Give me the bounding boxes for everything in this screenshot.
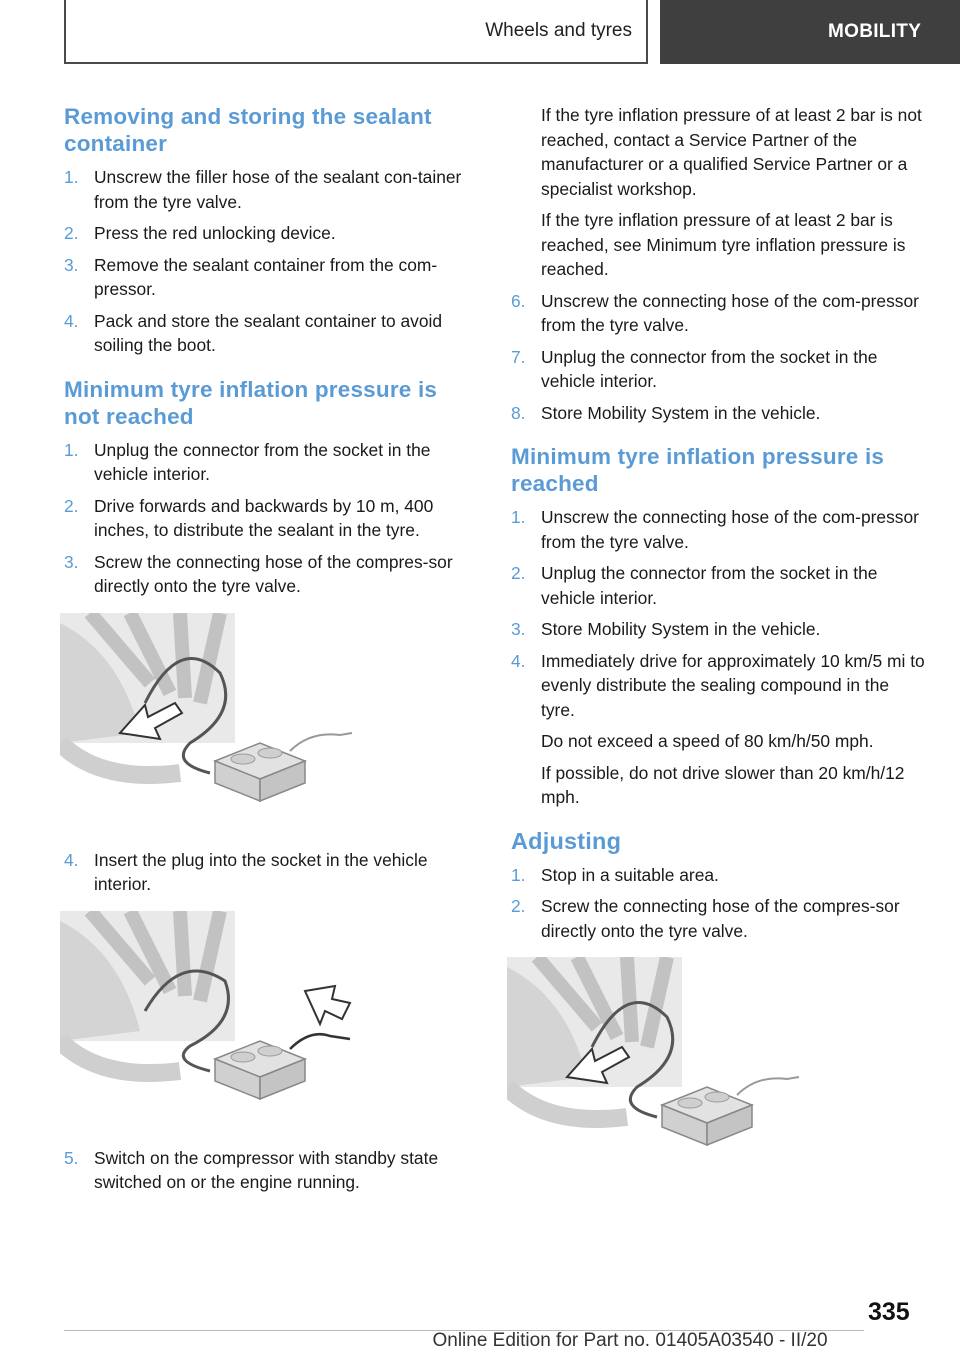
section-pressure-not-reached [64,376,478,1195]
list-item: 4. Insert the plug into the socket in the vehicle interior. [64,849,428,894]
section-removing-storing [64,103,478,358]
edition-note: Online Edition for Part no. 01405A03540 - II/20 [432,1330,828,1351]
list-item: 3. Remove the sealant container from the com-pressor. [64,254,438,299]
section-title: Removing and storing the sealant container [64,104,432,156]
list-item: 1. Unscrew the connecting hose of the com-pressor from the tyre valve. [511,507,919,552]
list-item: 5. Switch on the compressor with standby state switched on or the engine running. [64,1147,439,1192]
list-item: 4. Immediately drive for approximately 10 km/5 mi to evenly distribute the sealing compound in the tyre. [511,650,925,720]
wheel-compressor-plug-illustration [60,911,360,1121]
section-title: Minimum tyre inflation pressure is reached [511,444,885,496]
right-column [511,103,925,1172]
list-item: 1. Unplug the connector from the socket in the vehicle interior. [64,439,431,484]
paragraph: If the tyre inflation pressure of at least 2 bar is not reached, contact a Service Partner of the manufacturer or a qualified Service Partner or a specialist workshop. [541,105,922,199]
header-chapter-title: MOBILITY [828,21,922,42]
list-item: 2. Press the red unlocking device. [64,223,336,243]
step-list [64,165,478,358]
paragraph: If possible, do not drive slower than 20 km/h/12 mph. [541,762,905,807]
left-column [64,103,478,1213]
section-continuation [511,103,925,425]
list-item: 2. Screw the connecting hose of the compres-sor directly onto the tyre valve. [511,896,900,941]
list-item: 8. Store Mobility System in the vehicle. [511,402,821,423]
section-pressure-reached [511,443,925,810]
header-chapter-tab [660,0,960,64]
header-section-tab [64,0,648,64]
illustration-hose-on-valve [60,613,360,828]
wheel-compressor-illustration [507,957,807,1147]
section-title: Adjusting [511,827,622,854]
wheel-compressor-illustration [60,613,360,823]
header-section-title: Wheels and tyres [485,20,632,41]
step-list [511,505,925,722]
list-item: 2. Unplug the connector from the socket in the vehicle interior. [511,563,878,608]
list-item: 6. Unscrew the connecting hose of the com-pressor from the tyre valve. [511,290,919,335]
illustration-hose-on-valve-2 [507,957,807,1152]
list-item: 4. Pack and store the sealant container to avoid soiling the boot. [64,310,443,355]
illustration-plug-socket [60,911,360,1126]
paragraph: Do not exceed a speed of 80 km/h/50 mph. [541,731,874,751]
list-item: 2. Drive forwards and backwards by 10 m, 400 inches, to distribute the sealant in the tyre. [64,495,434,540]
section-title: Minimum tyre inflation pressure is not reached [64,376,438,429]
list-item: 7. Unplug the connector from the socket in the vehicle interior. [511,346,878,391]
step-list [511,863,925,944]
step-list [64,438,478,599]
step-list-continued [64,848,478,897]
paragraph: If the tyre inflation pressure of at least 2 bar is reached, see Minimum tyre inflation pressure is reached. [541,210,906,279]
step-list [511,289,925,426]
list-item: 1. Stop in a suitable area. [511,864,719,885]
list-item: 3. Store Mobility System in the vehicle. [511,619,821,639]
page-number: 335 [868,1298,910,1326]
list-item: 1. Unscrew the filler hose of the sealant con-tainer from the tyre valve. [64,167,462,212]
section-adjusting [511,828,925,1153]
list-item: 3. Screw the connecting hose of the compres-sor directly onto the tyre valve. [64,551,453,596]
step-list-continued-2 [64,1146,478,1195]
